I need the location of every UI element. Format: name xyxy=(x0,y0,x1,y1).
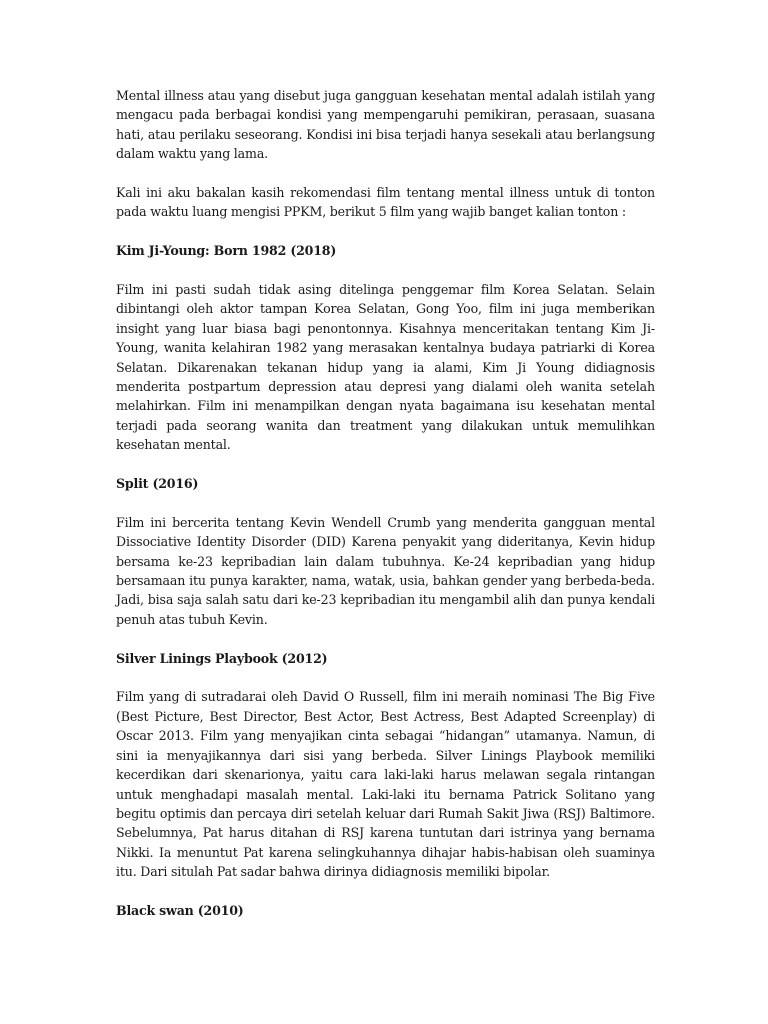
document-page xyxy=(116,86,655,940)
film-description-split: Film ini bercerita tentang Kevin Wendell Crumb yang menderita gangguan mental Dissociative Identity Disorder (DID) Karena penyakit yang dideritanya, Kevin hidup bersama ke-23 kepribadian lain dalam tubuhnya. Ke-24 kepribadian yang hidup bersamaan itu punya karakter, nama, watak, usia, bahkan gender yang berbeda-beda. Jadi, bisa saja salah satu dari ke-23 kepribadian itu mengambil alih dan punya kendali penuh atas tubuh Kevin. xyxy=(116,514,655,627)
film-heading-kim-ji-young: Kim Ji-Young: Born 1982 (2018) xyxy=(116,243,337,259)
film-heading-black-swan: Black swan (2010) xyxy=(116,902,244,918)
film-heading-silver-linings: Silver Linings Playbook (2012) xyxy=(116,650,328,666)
film-description-kim-ji-young: Film ini pasti sudah tidak asing ditelinga penggemar film Korea Selatan. Selain dibintangi oleh aktor tampan Korea Selatan, Gong Yoo, film ini juga memberikan insight yang luar biasa bagi penontonnya. Kisahnya menceritakan tentang Kim Ji-Young, wanita kelahiran 1982 yang merasakan kentalnya budaya patriarki di Korea Selatan. Dikarenakan tekanan hidup yang ia alami, Kim Ji Young didiagnosis menderita postpartum depression atau depresi yang dialami oleh wanita setelah melahirkan. Film ini menampilkan dengan nyata bagaimana isu kesehatan mental terjadi pada seorang wanita dan treatment yang dilakukan untuk memulihkan kesehatan mental. xyxy=(116,282,655,453)
film-heading-split: Split (2016) xyxy=(116,476,199,492)
intro-paragraph-1: Mental illness atau yang disebut juga gangguan kesehatan mental adalah istilah yang mengacu pada berbagai kondisi yang mempengaruhi pemikiran, perasaan, suasana hati, atau perilaku seseorang. Kondisi ini bisa terjadi hanya sesekali atau berlangsung dalam waktu yang lama. xyxy=(116,88,655,162)
intro-paragraph-2: Kali ini aku bakalan kasih rekomendasi film tentang mental illness untuk di tonton pada waktu luang mengisi PPKM, berikut 5 film yang wajib banget kalian tonton : xyxy=(116,185,655,220)
film-description-silver-linings: Film yang di sutradarai oleh David O Russell, film ini meraih nominasi The Big Five (Best Picture, Best Director, Best Actor, Best Actress, Best Adapted Screenplay) di Oscar 2013. Film yang menyajikan cinta sebagai “hidangan” utamanya. Namun, di sini ia menyajikannya dari sisi yang berbeda. Silver Linings Playbook memiliki kecerdikan dari skenarionya, yaitu cara laki-laki harus melawan segala rintangan untuk menghadapi masalah mental. Laki-laki itu bernama Patrick Solitano yang begitu optimis dan percaya diri setelah keluar dari Rumah Sakit Jiwa (RSJ) Baltimore. Sebelumnya, Pat harus ditahan di RSJ karena tuntutan dari istrinya yang bernama Nikki. Ia menuntut Pat karena selingkuhannya dihajar habis-habisan oleh suaminya itu. Dari situlah Pat sadar bahwa dirinya didiagnosis memiliki bipolar. xyxy=(116,689,655,880)
